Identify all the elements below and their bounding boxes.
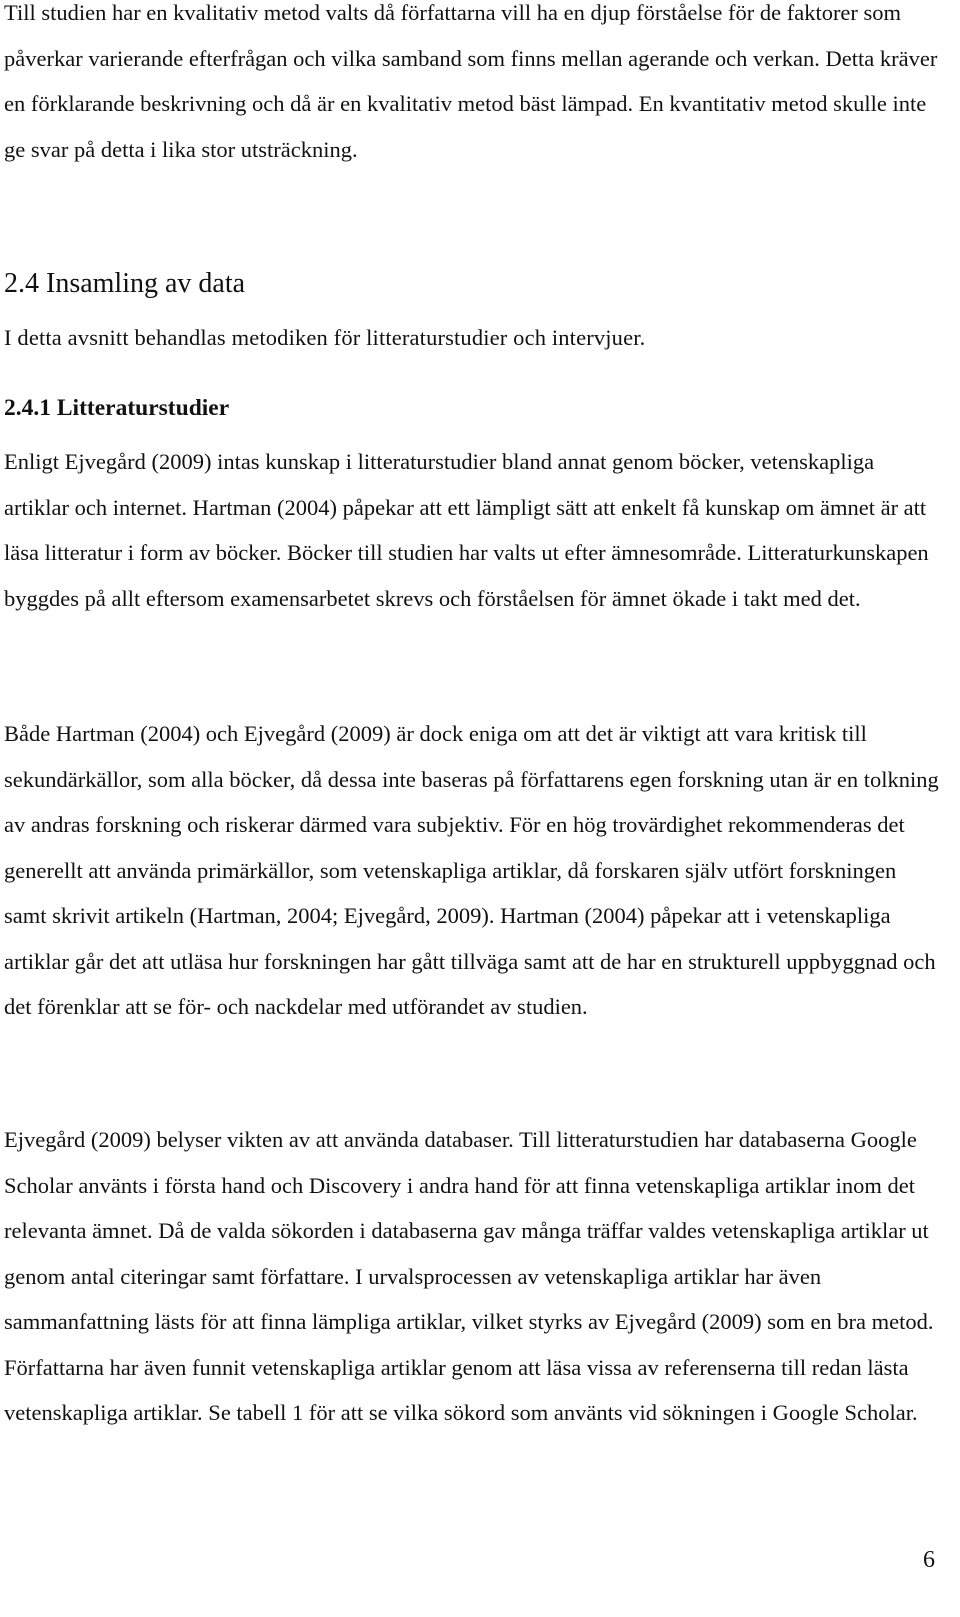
section-heading: 2.4 Insamling av data [4, 268, 246, 299]
body-paragraph-1: Enligt Ejvegård (2009) intas kunskap i litteraturstudier bland annat genom böcker, vetenskapliga artiklar och internet. Hartman (2004) påpekar att ett lämpligt sätt att enkelt få kunskap om ämnet är att läsa litteratur i form av böcker. Böcker till studien har valts ut efter ämnesområde. Litteraturkunskapen byggdes på allt eftersom examensarbetet skrevs och förståelsen för ämnet ökade i takt med det. [4, 449, 929, 611]
body-paragraph-2: Både Hartman (2004) och Ejvegård (2009) är dock eniga om att det är viktigt att vara kritisk till sekundärkällor, som alla böcker, då dessa inte baseras på författarens egen forskning utan är en tolkning av andras forskning och riskerar därmed vara subjektiv. För en hög trovärdighet rekommenderas det generellt att använda primärkällor, som vetenskapliga artiklar, då forskaren själv utfört forskningen samt skrivit artikeln (Hartman, 2004; Ejvegård, 2009). Hartman (2004) påpekar att i vetenskapliga artiklar går det att utläsa hur forskningen har gått tillväga samt att de har en strukturell uppbyggnad och det förenklar att se för- och nackdelar med utförandet av studien. [4, 721, 939, 1019]
page-number: 6 [923, 1547, 935, 1573]
intro-paragraph: Till studien har en kvalitativ metod valts då författarna vill ha en djup förståelse för de faktorer som påverkar varierande efterfrågan och vilka samband som finns mellan agerande och verkan. Detta kräver en förklarande beskrivning och då är en kvalitativ metod bäst lämpad. En kvantitativ metod skulle inte ge svar på detta i lika stor utsträckning. [4, 0, 938, 162]
subsection-heading: 2.4.1 Litteraturstudier [4, 395, 230, 421]
body-paragraph-3: Ejvegård (2009) belyser vikten av att använda databaser. Till litteraturstudien har databaserna Google Scholar använts i första hand och Discovery i andra hand för att finna vetenskapliga artiklar inom det relevanta ämnet. Då de valda sökorden i databaserna gav många träffar valdes vetenskapliga artiklar ut genom antal citeringar samt författare. I urvalsprocessen av vetenskapliga artiklar har även sammanfattning lästs för att finna lämpliga artiklar, vilket styrks av Ejvegård (2009) som en bra metod. Författarna har även funnit vetenskapliga artiklar genom att läsa vissa av referenserna till redan lästa vetenskapliga artiklar. Se tabell 1 för att se vilka sökord som använts vid sökningen i Google Scholar. [4, 1127, 934, 1425]
section-intro-paragraph: I detta avsnitt behandlas metodiken för litteraturstudier och intervjuer. [4, 325, 646, 350]
